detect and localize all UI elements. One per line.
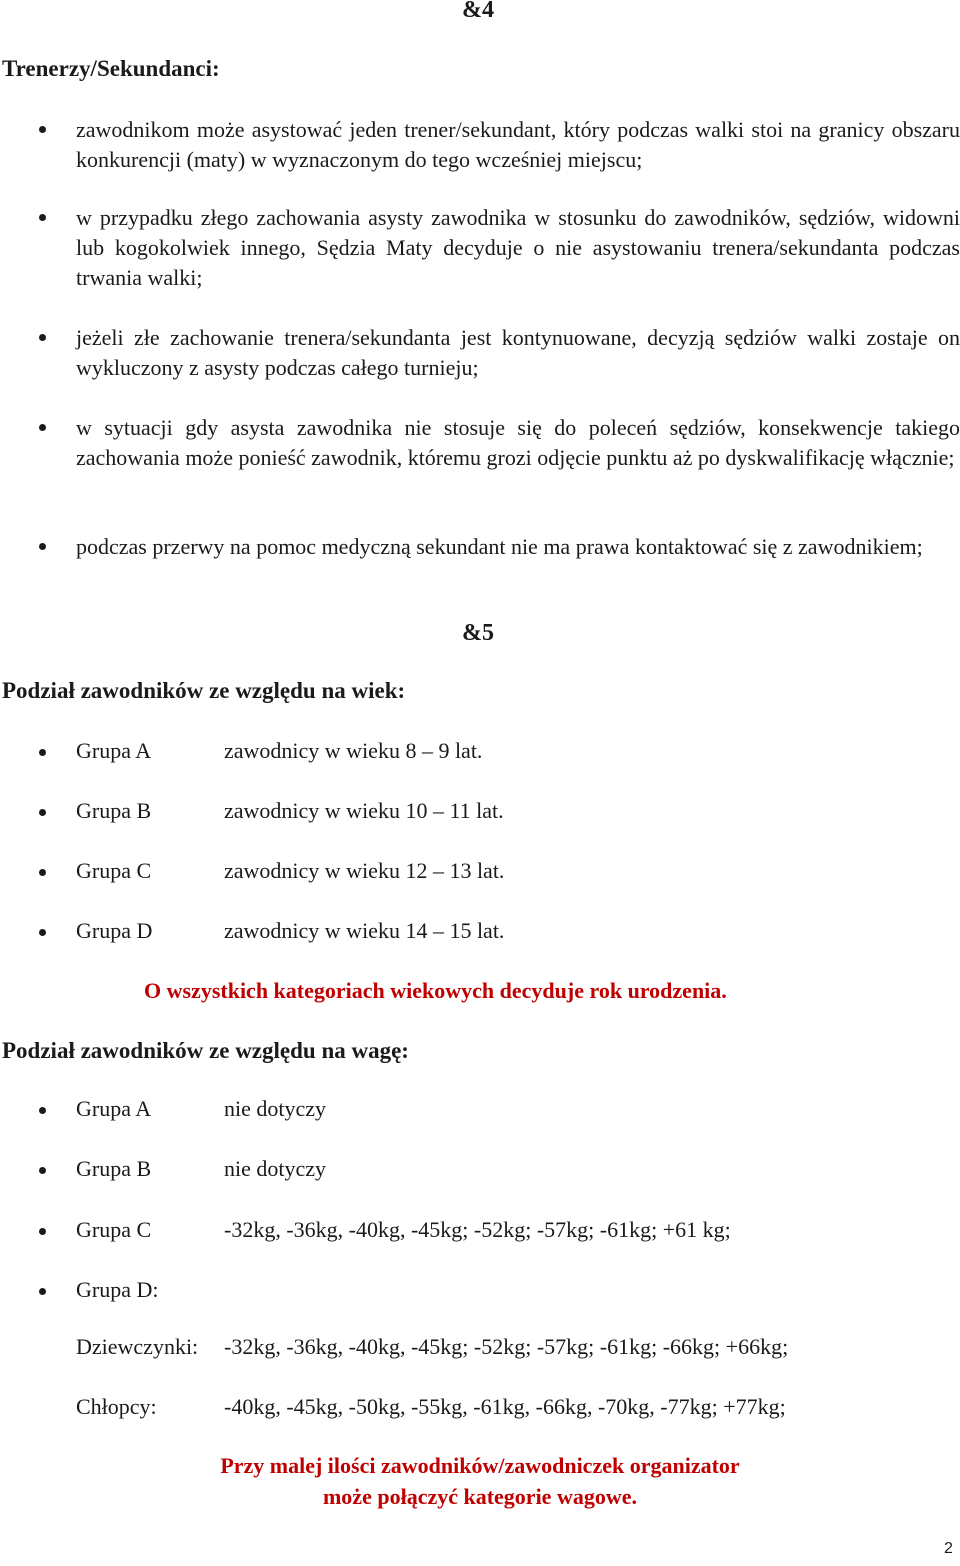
bullet-icon	[39, 869, 46, 876]
bullet-icon	[39, 809, 46, 816]
final-note-line-1-text: Przy malej ilości zawodników/zawodniczek organizator	[220, 1453, 740, 1478]
bullet-icon	[39, 543, 46, 550]
bullet-icon	[39, 929, 46, 936]
bullet-icon	[39, 1107, 46, 1114]
bullet-icon	[39, 424, 46, 431]
trainer-rule-5: podczas przerwy na pomoc medyczną sekundant nie ma prawa kontaktować się z zawodnikiem;	[76, 534, 923, 559]
bullet-icon	[39, 214, 46, 221]
final-note-line-2	[0, 1484, 960, 1510]
age-group-a-label: Grupa A	[76, 738, 152, 763]
trainer-rule-2: w przypadku złego zachowania asysty zawodnika w stosunku do zawodników, sędziów, widowni lub kogokolwiek innego, Sędzia Maty decyduje o nie asystowaniu trenera/sekundanta podczas trwania walki;	[76, 205, 960, 290]
weight-group-a-desc: nie dotyczy	[224, 1096, 327, 1121]
bullet-icon	[39, 749, 46, 756]
girls-label: Dziewczynki:	[76, 1334, 199, 1359]
boys-weights: -40kg, -45kg, -50kg, -55kg, -61kg, -66kg, -70kg, -77kg; +77kg;	[224, 1394, 786, 1419]
age-group-d-desc: zawodnicy w wieku 14 – 15 lat.	[224, 918, 505, 943]
age-group-b-label: Grupa B	[76, 798, 152, 823]
trainer-rule-4: w sytuacji gdy asysta zawodnika nie stosuje się do poleceń sędziów, konsekwencje takiego zachowania może ponieść zawodnik, któremu grozi odjęcie punktu aż po dyskwalifikację włącznie;	[76, 415, 960, 470]
weight-group-c-desc: -32kg, -36kg, -40kg, -45kg; -52kg; -57kg; -61kg; +61 kg;	[224, 1217, 731, 1242]
final-note-line-1	[0, 1453, 960, 1479]
bullet-icon	[39, 126, 46, 133]
girls-weights: -32kg, -36kg, -40kg, -45kg; -52kg; -57kg; -61kg; -66kg; +66kg;	[224, 1334, 789, 1359]
age-group-a-desc: zawodnicy w wieku 8 – 9 lat.	[224, 738, 483, 763]
page-number: 2	[944, 1540, 953, 1557]
heading-weight-division: Podział zawodników ze względu na wagę:	[2, 1038, 409, 1063]
bullet-icon	[39, 334, 46, 341]
trainer-rule-1: zawodnikom może asystować jeden trener/sekundant, który podczas walki stoi na granicy obszaru konkurencji (maty) w wyznaczonym do tego wcześniej miejscu;	[76, 117, 960, 172]
final-note-line-2-text: może połączyć kategorie wagowe.	[322, 1484, 637, 1509]
weight-group-d-label: Grupa D:	[76, 1277, 159, 1302]
age-group-c-desc: zawodnicy w wieku 12 – 13 lat.	[224, 858, 505, 883]
boys-label: Chłopcy:	[76, 1394, 157, 1419]
bullet-icon	[39, 1167, 46, 1174]
heading-trainers: Trenerzy/Sekundanci:	[2, 56, 220, 81]
bullet-icon	[39, 1288, 46, 1295]
age-group-b-desc: zawodnicy w wieku 10 – 11 lat.	[224, 798, 504, 823]
age-group-d-label: Grupa D	[76, 918, 153, 943]
bullet-icon	[39, 1228, 46, 1235]
weight-group-b-desc: nie dotyczy	[224, 1156, 327, 1181]
weight-group-a-label: Grupa A	[76, 1096, 152, 1121]
heading-age-division: Podział zawodników ze względu na wiek:	[2, 678, 406, 703]
age-note: O wszystkich kategoriach wiekowych decyduje rok urodzenia.	[144, 978, 727, 1003]
section-mark-5: &5	[462, 620, 494, 646]
weight-group-b-label: Grupa B	[76, 1156, 152, 1181]
trainer-rule-3: jeżeli złe zachowanie trenera/sekundanta jest kontynuowane, decyzją sędziów walki zostaje on wykluczony z asysty podczas całego turnieju;	[76, 325, 960, 380]
age-group-c-label: Grupa C	[76, 858, 152, 883]
weight-group-c-label: Grupa C	[76, 1217, 152, 1242]
section-mark-4: &4	[462, 0, 494, 23]
